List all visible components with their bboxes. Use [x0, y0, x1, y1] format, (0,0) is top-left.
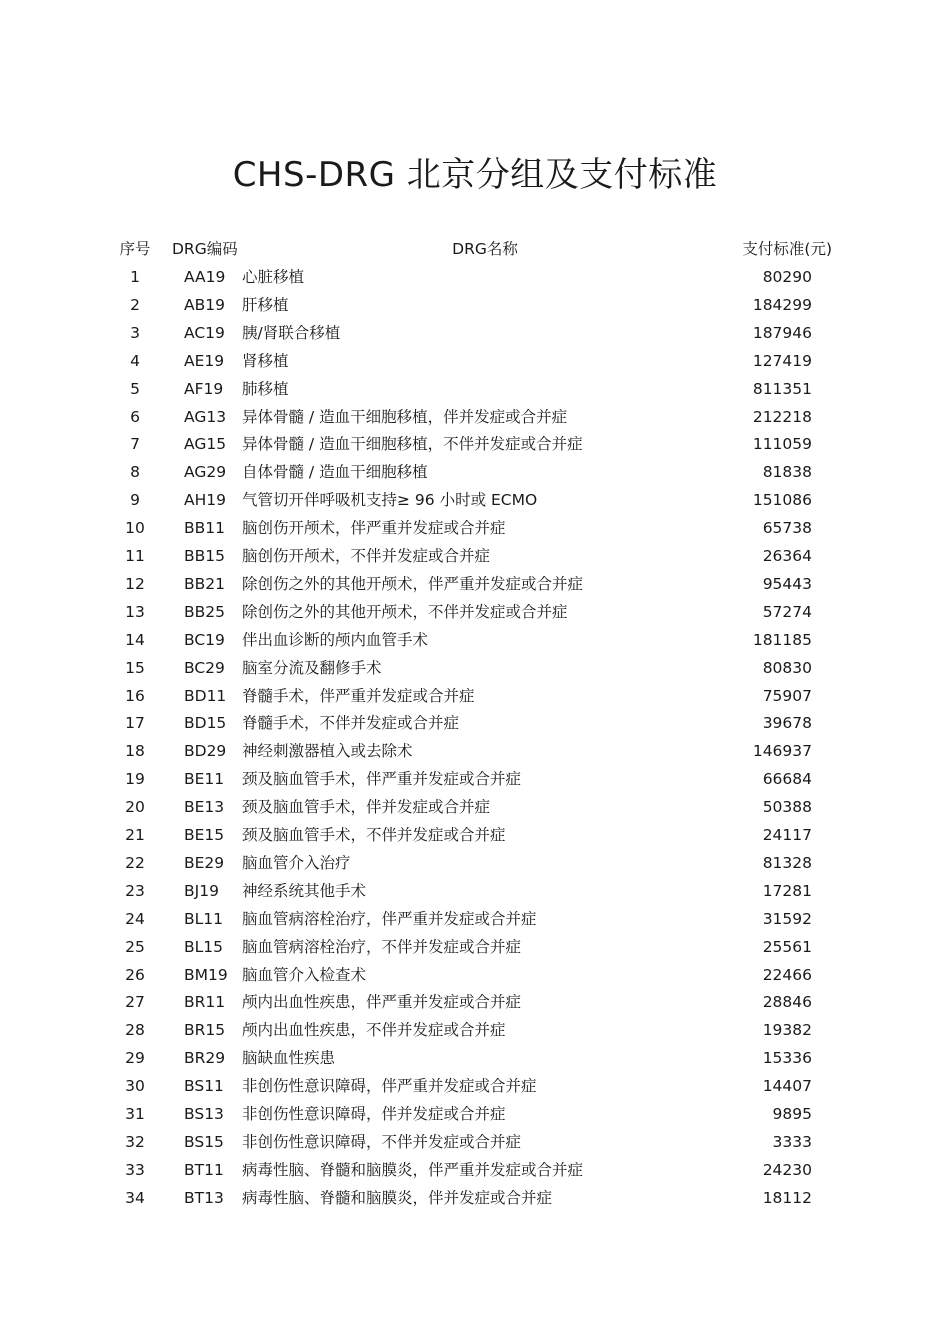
cell-code: AG13 — [184, 407, 227, 426]
cell-seq: 10 — [125, 519, 145, 538]
cell-name: 异体骨髓 / 造血干细胞移植，不伴并发症或合并症 — [242, 435, 583, 454]
cell-seq: 19 — [125, 770, 145, 789]
cell-payment: 146937 — [752, 742, 812, 761]
cell-seq: 30 — [125, 1077, 145, 1096]
cell-code: BS13 — [184, 1105, 224, 1123]
cell-name: 脊髓手术，不伴并发症或合并症 — [242, 714, 460, 733]
cell-code: BE11 — [184, 770, 225, 789]
cell-seq: 16 — [125, 686, 145, 705]
cell-code: AG15 — [184, 435, 227, 454]
cell-name: 颈及脑血管手术，伴并发症或合并症 — [242, 798, 491, 817]
table-row — [0, 1100, 950, 1128]
cell-name: 气管切开伴呼吸机支持≥ 96 小时或 ECMO — [242, 491, 538, 510]
cell-payment: 80290 — [762, 268, 812, 286]
table-row — [0, 347, 950, 375]
table-row — [0, 1184, 950, 1212]
cell-seq: 23 — [125, 881, 145, 900]
cell-seq: 6 — [130, 407, 140, 426]
cell-code: BE13 — [184, 798, 225, 817]
cell-name: 脑血管病溶栓治疗，不伴并发症或合并症 — [242, 937, 522, 956]
cell-code: BD15 — [184, 714, 227, 733]
table-row — [0, 319, 950, 347]
cell-payment: 15336 — [762, 1049, 812, 1068]
cell-payment: 18112 — [762, 1188, 812, 1207]
table-row — [0, 1072, 950, 1100]
cell-name: 肾移植 — [242, 351, 289, 370]
cell-payment: 19382 — [762, 1021, 812, 1040]
cell-name: 非创伤性意识障碍，伴严重并发症或合并症 — [242, 1077, 537, 1096]
cell-name: 病毒性脑、脊髓和脑膜炎，伴并发症或合并症 — [242, 1188, 553, 1207]
cell-seq: 7 — [130, 435, 140, 454]
cell-name: 神经刺激器植入或去除术 — [242, 742, 413, 761]
cell-payment: 81328 — [762, 853, 812, 872]
table-row — [0, 793, 950, 821]
cell-seq: 18 — [125, 742, 145, 761]
table-row — [0, 486, 950, 514]
cell-name: 神经系统其他手术 — [242, 881, 367, 900]
cell-code: BB21 — [184, 574, 225, 593]
cell-payment: 181185 — [752, 630, 812, 649]
header-seq: 序号 — [119, 240, 151, 258]
table-row — [0, 375, 950, 403]
cell-seq: 33 — [125, 1160, 145, 1179]
cell-code: BB11 — [184, 519, 225, 538]
cell-name: 脑创伤开颅术，不伴并发症或合并症 — [242, 547, 491, 565]
cell-payment: 9895 — [772, 1105, 812, 1123]
cell-name: 颈及脑血管手术，不伴并发症或合并症 — [242, 826, 506, 844]
cell-seq: 12 — [125, 574, 145, 593]
cell-name: 脑缺血性疾患 — [242, 1049, 336, 1068]
cell-code: BD11 — [184, 686, 227, 705]
cell-code: BL15 — [184, 937, 223, 956]
cell-code: BB25 — [184, 602, 225, 621]
header-code: DRG编码 — [172, 240, 238, 258]
table-row — [0, 263, 950, 291]
cell-payment: 26364 — [762, 547, 812, 565]
table-row — [0, 933, 950, 961]
cell-name: 脑创伤开颅术，伴严重并发症或合并症 — [242, 519, 506, 538]
cell-seq: 21 — [125, 826, 145, 844]
cell-seq: 13 — [125, 602, 145, 621]
cell-name: 脊髓手术，伴严重并发症或合并症 — [242, 686, 475, 705]
table-row — [0, 1128, 950, 1156]
table-row — [0, 765, 950, 793]
cell-code: AB19 — [184, 295, 225, 314]
cell-name: 肺移植 — [242, 379, 289, 398]
table-header — [0, 235, 950, 263]
cell-payment: 22466 — [762, 965, 812, 984]
cell-name: 非创伤性意识障碍，伴并发症或合并症 — [242, 1105, 506, 1123]
cell-payment: 187946 — [752, 323, 812, 342]
cell-code: BR11 — [184, 993, 226, 1012]
cell-code: AC19 — [184, 323, 225, 342]
table-row — [0, 403, 950, 431]
cell-name: 肝移植 — [242, 295, 289, 314]
cell-seq: 27 — [125, 993, 145, 1012]
cell-code: BE15 — [184, 826, 225, 844]
cell-name: 脑血管介入治疗 — [242, 853, 351, 872]
cell-seq: 2 — [130, 295, 140, 314]
cell-payment: 14407 — [762, 1077, 812, 1096]
table-row — [0, 821, 950, 849]
cell-seq: 17 — [125, 714, 145, 733]
cell-code: BR15 — [184, 1021, 226, 1040]
cell-payment: 111059 — [752, 435, 812, 454]
table-row — [0, 654, 950, 682]
cell-name: 脑血管病溶栓治疗，伴严重并发症或合并症 — [242, 909, 537, 928]
cell-payment: 28846 — [762, 993, 812, 1012]
cell-name: 脑血管介入检查术 — [242, 965, 367, 984]
cell-seq: 9 — [130, 491, 140, 510]
cell-payment: 81838 — [762, 463, 812, 482]
cell-name: 除创伤之外的其他开颅术，不伴并发症或合并症 — [242, 602, 568, 621]
cell-code: BS15 — [184, 1132, 224, 1151]
cell-seq: 25 — [125, 937, 145, 956]
cell-name: 心脏移植 — [242, 268, 305, 286]
cell-name: 颅内出血性疾患，伴严重并发症或合并症 — [242, 993, 522, 1012]
cell-payment: 39678 — [762, 714, 812, 733]
cell-code: AH19 — [184, 491, 226, 510]
table-row — [0, 988, 950, 1016]
cell-code: AA19 — [184, 268, 226, 286]
cell-seq: 8 — [130, 463, 140, 482]
cell-payment: 184299 — [752, 295, 812, 314]
cell-payment: 212218 — [752, 407, 812, 426]
table-row — [0, 542, 950, 570]
table-row — [0, 514, 950, 542]
cell-seq: 24 — [125, 909, 145, 928]
cell-payment: 17281 — [762, 881, 812, 900]
cell-seq: 20 — [125, 798, 145, 817]
cell-seq: 28 — [125, 1021, 145, 1040]
cell-seq: 26 — [125, 965, 145, 984]
cell-seq: 14 — [125, 630, 145, 649]
cell-seq: 5 — [130, 379, 140, 398]
cell-payment: 95443 — [762, 574, 812, 593]
cell-seq: 1 — [130, 268, 140, 286]
cell-payment: 57274 — [762, 602, 812, 621]
table-row — [0, 961, 950, 989]
cell-code: BT11 — [184, 1160, 224, 1179]
cell-name: 非创伤性意识障碍，不伴并发症或合并症 — [242, 1132, 522, 1151]
header-name: DRG名称 — [452, 240, 518, 258]
table-row — [0, 430, 950, 458]
cell-code: AE19 — [184, 351, 225, 370]
cell-name: 胰/肾联合移植 — [242, 323, 341, 342]
table-row — [0, 626, 950, 654]
cell-seq: 31 — [125, 1105, 145, 1123]
table-row — [0, 737, 950, 765]
cell-name: 除创伤之外的其他开颅术，伴严重并发症或合并症 — [242, 574, 584, 593]
cell-code: BT13 — [184, 1188, 224, 1207]
table-row — [0, 570, 950, 598]
cell-seq: 15 — [125, 658, 145, 677]
table-row — [0, 709, 950, 737]
table-row — [0, 682, 950, 710]
cell-code: BL11 — [184, 909, 223, 928]
cell-seq: 22 — [125, 853, 145, 872]
cell-name: 颈及脑血管手术，伴严重并发症或合并症 — [242, 770, 522, 789]
cell-payment: 80830 — [762, 658, 812, 677]
cell-payment: 50388 — [762, 798, 812, 817]
cell-seq: 29 — [125, 1049, 145, 1068]
table-row — [0, 458, 950, 486]
cell-name: 脑室分流及翻修手术 — [242, 658, 382, 677]
cell-code: AG29 — [184, 463, 227, 482]
cell-code: BM19 — [184, 965, 228, 984]
cell-code: AF19 — [184, 379, 224, 398]
cell-payment: 31592 — [762, 909, 812, 928]
cell-payment: 65738 — [762, 519, 812, 538]
cell-code: BS11 — [184, 1077, 224, 1096]
cell-code: BR29 — [184, 1049, 226, 1068]
cell-payment: 24230 — [762, 1160, 812, 1179]
cell-name: 病毒性脑、脊髓和脑膜炎，伴严重并发症或合并症 — [242, 1160, 584, 1179]
cell-code: BC19 — [184, 630, 225, 649]
page-title: CHS-DRG 北京分组及支付标准 — [232, 155, 718, 195]
table-row — [0, 849, 950, 877]
table-row — [0, 1156, 950, 1184]
cell-payment: 25561 — [762, 937, 812, 956]
cell-seq: 11 — [125, 547, 145, 565]
cell-payment: 811351 — [752, 379, 812, 398]
cell-payment: 127419 — [752, 351, 812, 370]
cell-seq: 4 — [130, 351, 140, 370]
cell-seq: 32 — [125, 1132, 145, 1151]
cell-seq: 34 — [125, 1188, 145, 1207]
table-row — [0, 1016, 950, 1044]
cell-code: BD29 — [184, 742, 227, 761]
cell-code: BJ19 — [184, 881, 219, 900]
cell-name: 颅内出血性疾患，不伴并发症或合并症 — [242, 1021, 506, 1040]
cell-name: 伴出血诊断的颅内血管手术 — [242, 630, 429, 649]
cell-name: 自体骨髓 / 造血干细胞移植 — [242, 463, 428, 482]
cell-payment: 75907 — [762, 686, 812, 705]
cell-name: 异体骨髓 / 造血干细胞移植，伴并发症或合并症 — [242, 407, 568, 426]
header-payment: 支付标准(元) — [742, 240, 832, 258]
table-row — [0, 1044, 950, 1072]
cell-code: BB15 — [184, 547, 225, 565]
cell-code: BC29 — [184, 658, 225, 677]
cell-code: BE29 — [184, 853, 225, 872]
cell-payment: 151086 — [752, 491, 812, 510]
cell-payment: 3333 — [772, 1132, 812, 1151]
table-row — [0, 291, 950, 319]
table-row — [0, 877, 950, 905]
cell-seq: 3 — [130, 323, 140, 342]
cell-payment: 24117 — [762, 826, 812, 844]
cell-payment: 66684 — [762, 770, 812, 789]
table-row — [0, 598, 950, 626]
table-row — [0, 905, 950, 933]
